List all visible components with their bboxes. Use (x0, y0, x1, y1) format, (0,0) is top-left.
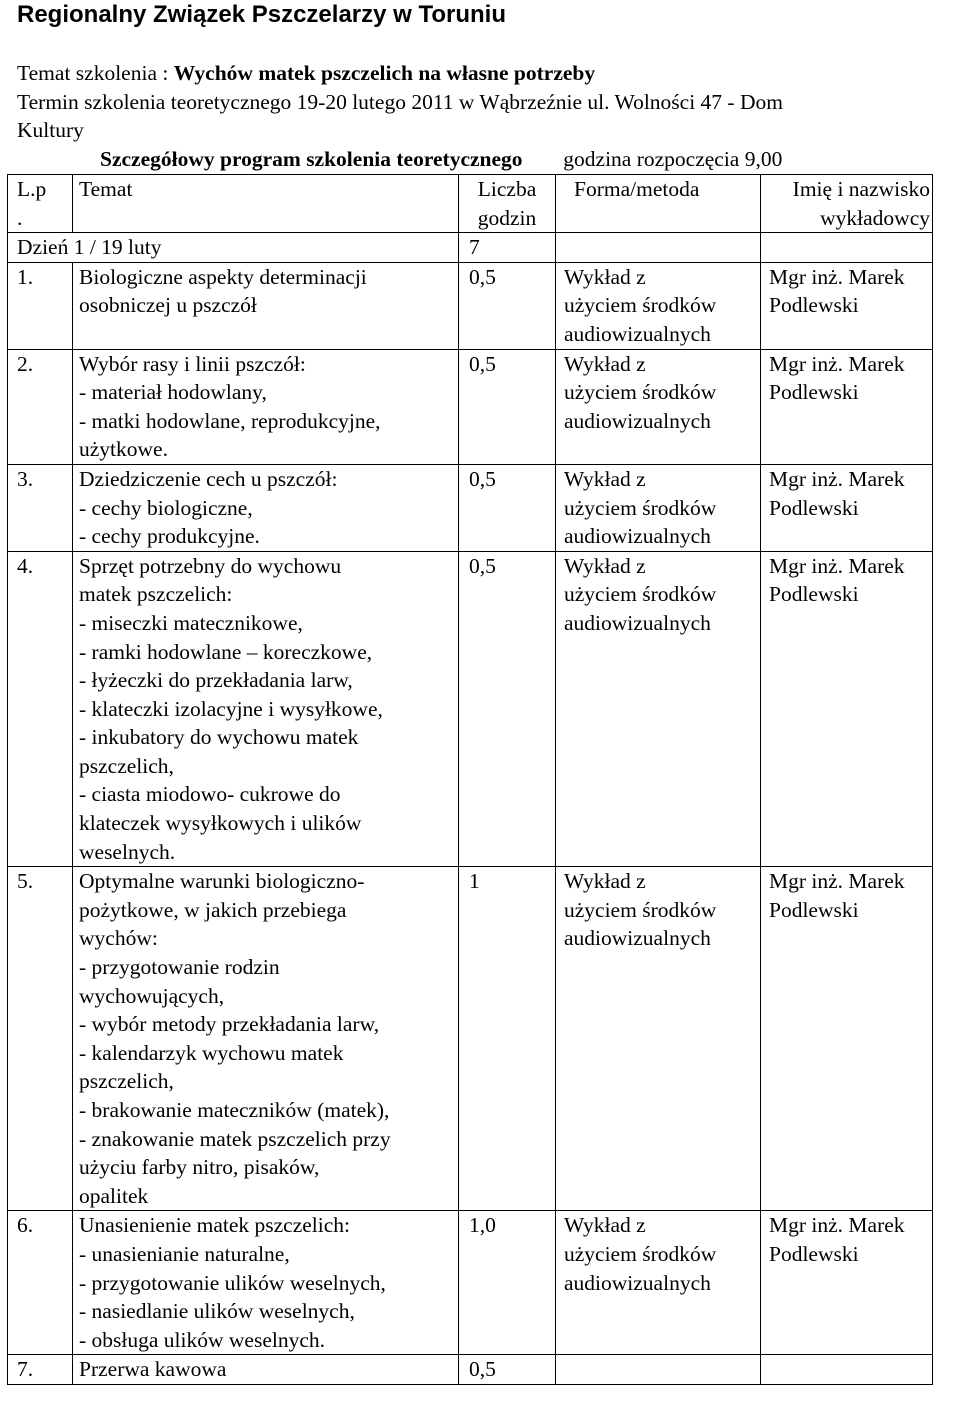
row-lecturer-cell (761, 349, 933, 464)
row-number: 5. (17, 869, 34, 894)
header-topic-label: Temat (79, 177, 133, 201)
row-number-cell (8, 262, 73, 349)
row-form-cell (556, 551, 761, 867)
row-form-cell (556, 464, 761, 551)
row-lecturer: Mgr inż. Marek Podlewski (769, 1213, 905, 1266)
row-hours-cell (459, 262, 556, 349)
table-row (8, 551, 933, 867)
day-label: Dzień 1 / 19 luty (17, 235, 162, 260)
row-hours-cell (459, 551, 556, 867)
table-row (8, 1355, 933, 1385)
row-topic-cell (73, 1355, 459, 1385)
row-hours-cell (459, 867, 556, 1211)
training-topic-value: Wychów matek pszczelich na własne potrzeby (173, 61, 596, 85)
training-date-line-continued: Kultury (17, 118, 84, 143)
header-lecturer-label-1: Imię i nazwisko (792, 177, 930, 201)
row-number: 6. (17, 1213, 34, 1238)
row-topic: Optymalne warunki biologiczno- pożytkowe, w jakich przebiega wychów: - przygotowanie rodzin wychowujących, - wybór metody przekładania larw, - kalendarzyk wychowu matek pszczelich, - brakowanie mateczników (matek), - znakowanie matek pszczelich przy użyciu farby nitro, pisaków, opalitek (79, 869, 391, 1208)
row-topic-cell (73, 349, 459, 464)
training-date-line: Termin szkolenia teoretycznego 19-20 lutego 2011 w Wąbrzeźnie ul. Wolności 47 - Dom (17, 89, 783, 114)
program-heading (100, 145, 782, 174)
day-label-cell (8, 233, 459, 263)
row-form: Wykład z użyciem środków audiowizualnych (564, 351, 717, 433)
header-lp-label: L.p . (17, 177, 47, 230)
row-lecturer-cell (761, 262, 933, 349)
row-number: 7. (17, 1357, 34, 1382)
day-row (8, 233, 933, 263)
row-number: 2. (17, 351, 34, 376)
row-topic: Dziedziczenie cech u pszczół: - cechy biologiczne, - cechy produkcyjne. (79, 466, 338, 549)
row-form: Wykład z użyciem środków audiowizualnych (564, 869, 717, 951)
row-lecturer: Mgr inż. Marek Podlewski (769, 351, 905, 405)
row-form: Wykład z użyciem środków audiowizualnych (564, 1213, 717, 1295)
header-form (556, 175, 761, 233)
row-hours-cell (459, 1211, 556, 1355)
row-hours: 1,0 (469, 1213, 496, 1238)
row-lecturer-cell (761, 464, 933, 551)
row-form: Wykład z użyciem środków audiowizualnych (564, 466, 717, 549)
day-hours-cell (459, 233, 556, 263)
row-form-cell (556, 1355, 761, 1385)
row-hours-cell (459, 349, 556, 464)
row-number-cell (8, 349, 73, 464)
row-number-cell (8, 464, 73, 551)
row-lecturer-cell (761, 551, 933, 867)
training-topic-line (17, 59, 947, 88)
row-lecturer: Mgr inż. Marek Podlewski (769, 553, 905, 607)
header-topic (73, 175, 459, 233)
table-row (8, 1211, 933, 1355)
organization-title: Regionalny Związek Pszczelarzy w Toruniu (17, 1, 507, 28)
training-topic-label: Temat szkolenia : (17, 61, 174, 85)
training-intro (17, 59, 947, 145)
row-number-cell (8, 1211, 73, 1355)
row-hours: 0,5 (469, 1357, 496, 1382)
program-title: Szczegółowy program szkolenia teoretycznego (100, 147, 523, 171)
row-form-cell (556, 867, 761, 1211)
row-topic: Przerwa kawowa (79, 1357, 227, 1382)
start-time: godzina rozpoczęcia 9,00 (563, 147, 783, 171)
header-hours (459, 175, 556, 233)
row-form-cell (556, 349, 761, 464)
row-form-cell (556, 1211, 761, 1355)
row-hours: 0,5 (469, 351, 496, 376)
row-lecturer-cell (761, 867, 933, 1211)
table-row (8, 262, 933, 349)
header-lp (8, 175, 73, 233)
row-number-cell (8, 551, 73, 867)
row-topic: Unasienienie matek pszczelich: - unasienianie naturalne, - przygotowanie ulików weselnych, - nasiedlanie ulików weselnych, - obsługa ulików weselnych. (79, 1213, 386, 1352)
row-number-cell (8, 1355, 73, 1385)
row-hours: 0,5 (469, 264, 496, 289)
row-lecturer: Mgr inż. Marek Podlewski (769, 466, 905, 520)
table-row (8, 867, 933, 1211)
row-topic-cell (73, 1211, 459, 1355)
row-topic-cell (73, 464, 459, 551)
row-topic-cell (73, 551, 459, 867)
row-number: 1. (17, 264, 34, 289)
header-hours-label-2: godzin (477, 205, 537, 230)
row-topic-cell (73, 262, 459, 349)
program-table (7, 174, 933, 1385)
row-topic: Biologiczne aspekty determinacji osobniczej u pszczół (79, 264, 367, 318)
row-topic-cell (73, 867, 459, 1211)
program-table-body (8, 175, 933, 1385)
row-hours: 0,5 (469, 553, 496, 578)
row-hours-cell (459, 464, 556, 551)
day-form-cell (556, 233, 761, 263)
day-hours: 7 (469, 235, 480, 260)
table-row (8, 464, 933, 551)
row-lecturer: Mgr inż. Marek Podlewski (769, 869, 905, 922)
row-form: Wykład z użyciem środków audiowizualnych (564, 264, 717, 346)
row-lecturer-cell (761, 1211, 933, 1355)
header-lecturer (761, 175, 933, 233)
row-topic: Wybór rasy i linii pszczół: - materiał hodowlany, - matki hodowlane, reprodukcyjne, użytkowe. (79, 351, 381, 462)
header-form-label: Forma/metoda (574, 177, 700, 201)
row-hours: 1 (469, 869, 480, 894)
row-hours-cell (459, 1355, 556, 1385)
row-number: 4. (17, 553, 34, 578)
row-form-cell (556, 262, 761, 349)
row-topic: Sprzęt potrzebny do wychowu matek pszczelich: - miseczki matecznikowe, - ramki hodowlane – koreczkowe, - łyżeczki do przekładania larw, - klateczki izolacyjne i wysyłkowe, - inkubatory do wychowu matek pszczelich, - ciasta miodowo- cukrowe do klateczek wysyłkowych i ulików weselnych. (79, 553, 383, 864)
table-header-row (8, 175, 933, 233)
row-number-cell (8, 867, 73, 1211)
row-number: 3. (17, 466, 34, 491)
header-hours-label-1: Liczba (477, 177, 537, 201)
row-lecturer: Mgr inż. Marek Podlewski (769, 264, 905, 318)
table-row (8, 349, 933, 464)
row-lecturer-cell (761, 1355, 933, 1385)
day-lecturer-cell (761, 233, 933, 263)
header-lecturer-label-2: wykładowcy (820, 205, 930, 230)
row-hours: 0,5 (469, 466, 496, 491)
row-form: Wykład z użyciem środków audiowizualnych (564, 553, 717, 635)
